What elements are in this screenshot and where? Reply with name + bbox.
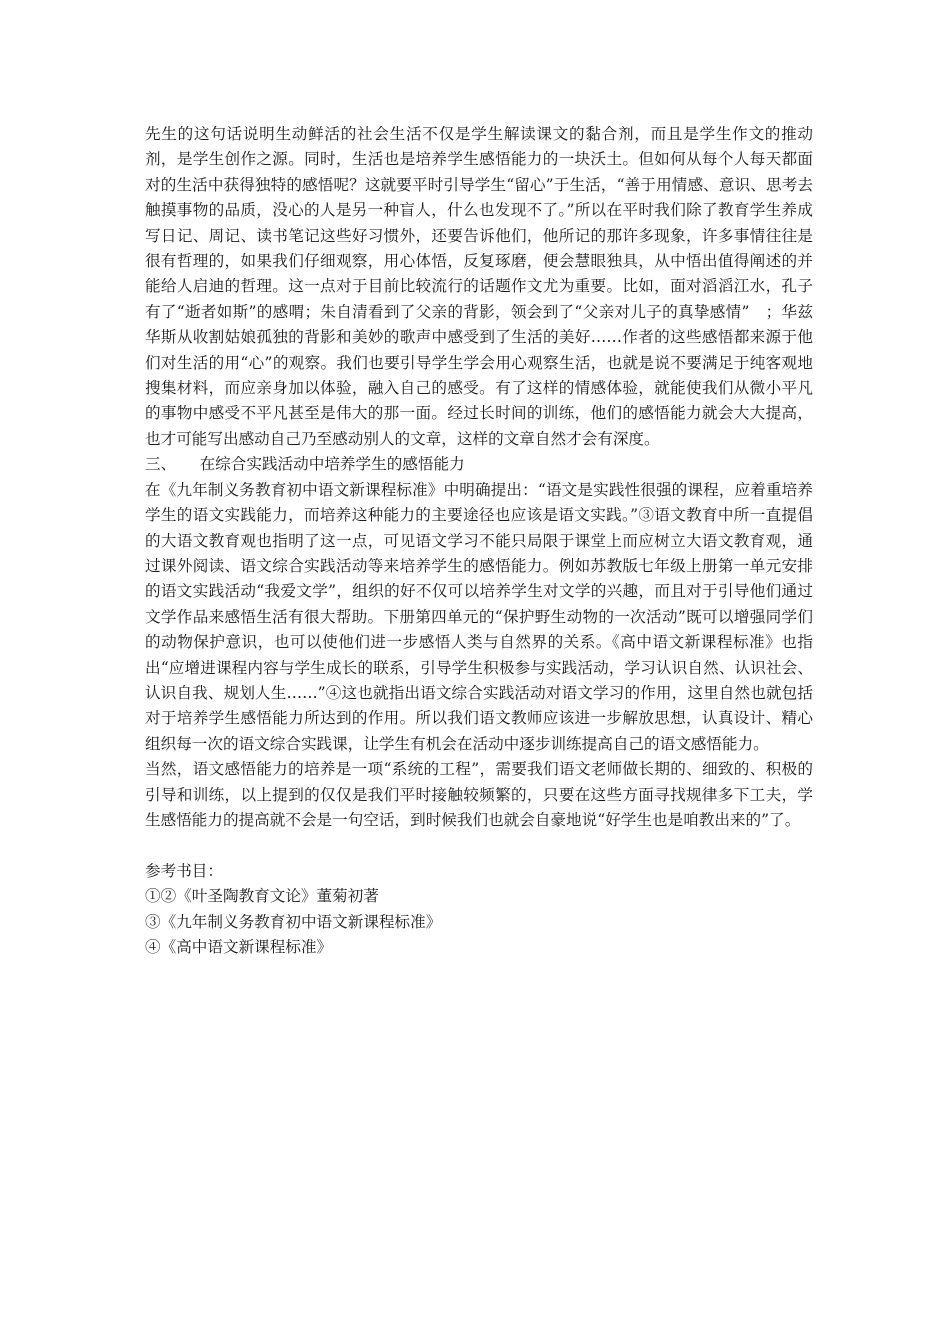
body-paragraph: 先生的这句话说明生动鲜活的社会生活不仅是学生解读课文的黏合剂，而且是学生作文的推动剂，是学生创作之源。同时，生活也是培养学生感悟能力的一块沃土。但如何从每个人每天都面对的生活中获得独特的感悟呢？这就要平时引导学生“留心”于生活，“善于用情感、意识、思考去触摸事物的品质，没心的人是另一种盲人，什么也发现不了。”所以在平时我们除了教育学生养成写日记、周记、读书笔记这些好习惯外，还要告诉他们，他所记的那许多现象，许多事情往往是很有哲理的，如果我们仔细观察，用心体悟，反复琢磨，便会慧眼独具，从中悟出值得阐述的并能给人启迪的哲理。这一点对于目前比较流行的话题作文尤为重要。比如，面对滔滔江水，孔子有了“逝者如斯”的感喟；朱自清看到了父亲的背影，领会到了“父亲对儿子的真挚感情” ；华兹华斯从收割姑娘孤独的背影和美妙的歌声中感受到了生活的美好……作者的这些感悟都来源于他们对生活的用“心”的观察。我们也要引导学生学会用心观察生活，也就是说不要满足于纯客观地搜集材料，而应亲身加以体验，融入自己的感受。有了这样的情感体验，就能使我们从微小平凡的事物中感受不平凡甚至是伟大的那一面。经过长时间的训练，他们的感悟能力就会大大提高，也才可能写出感动自己乃至感动别人的文章，这样的文章自然才会有深度。: [145, 125, 813, 448]
document-page: [145, 122, 813, 960]
reference-item: ①②《叶圣陶教育文论》董菊初著: [145, 887, 379, 906]
reference-item: ③《九年制义务教育初中语文新课程标准》: [145, 912, 442, 931]
references-title: 参考书目：: [145, 861, 223, 880]
reference-item: ④《高中语文新课程标准》: [145, 937, 333, 956]
spacer: [145, 833, 813, 858]
body-paragraph: 当然，语文感悟能力的培养是一项“系统的工程”，需要我们语文老师做长期的、细致的、积极的引导和训练，以上提到的仅仅是我们平时接触较频繁的，只要在这些方面寻找规律多下工夫，学生感悟能力的提高就不会是一句空话，到时候我们也就会自豪地说“好学生也是咱教出来的”了。: [145, 760, 813, 829]
body-paragraph: 在《九年制义务教育初中语文新课程标准》中明确提出：“语文是实践性很强的课程，应着重培养学生的语文实践能力，而培养这种能力的主要途径也应该是语文实践。”③语文教育中所一直提倡的大语文教育观也指明了这一点，可见语文学习不能只局限于课堂上而应树立大语文教育观，通过课外阅读、语文综合实践活动等来培养学生的感悟能力。例如苏教版七年级上册第一单元安排的语文实践活动“我爱文学”，组织的好不仅可以培养学生对文学的兴趣，而且对于引导他们通过文学作品来感悟生活有很大帮助。下册第四单元的“保护野生动物的一次活动”既可以增强同学们的动物保护意识，也可以使他们进一步感悟人类与自然界的关系。《高中语文新课程标准》也指出“应增进课程内容与学生成长的联系，引导学生积极参与实践活动，学习认识自然、认识社会、认识自我、规划人生……”④这也就指出语文综合实践活动对语文学习的作用，这里自然也就包括对于培养学生感悟能力所达到的作用。所以我们语文教师应该进一步解放思想，认真设计、精心组织每一次的语文综合实践课，让学生有机会在活动中逐步训练提高自己的语文感悟能力。: [145, 480, 813, 753]
section-heading: 三、 在综合实践活动中培养学生的感悟能力: [145, 455, 465, 474]
